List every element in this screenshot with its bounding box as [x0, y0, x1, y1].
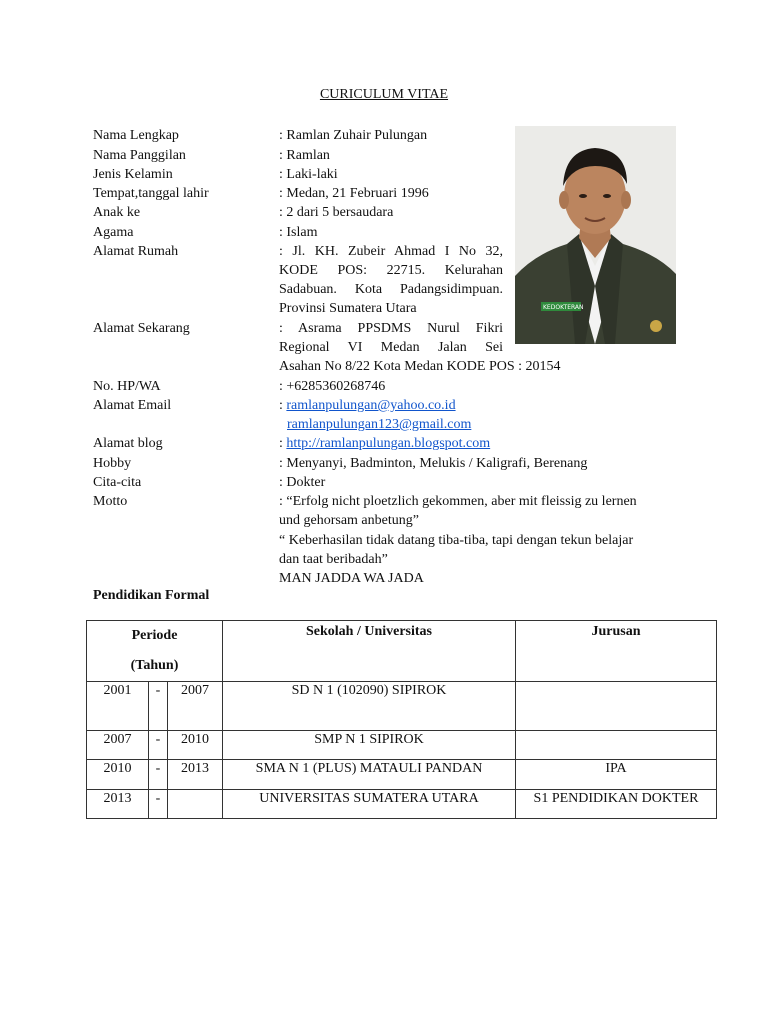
motto-line: “ Keberhasilan tidak datang tiba-tiba, tapi dengan tekun belajar: [279, 533, 634, 548]
table-row: [87, 731, 717, 760]
value-anak-ke: : 2 dari 5 bersaudara: [279, 205, 394, 220]
row-end-year: 2007: [168, 682, 223, 731]
label-anak-ke: Anak ke: [93, 205, 141, 220]
alamat-rumah-line: KODE POS: 22715. Kelurahan: [279, 263, 503, 278]
label-nama-lengkap: Nama Lengkap: [93, 128, 179, 143]
row-end-year: 2010: [168, 731, 223, 760]
row-start-year: 2013: [87, 790, 149, 819]
blog-prefix: :: [279, 436, 287, 451]
blog-link[interactable]: http://ramlanpulungan.blogspot.com: [286, 436, 491, 451]
alamat-rumah-line: Provinsi Sumatera Utara: [279, 301, 417, 316]
row-dash: -: [149, 731, 168, 760]
alamat-rumah-line: Sadabuan. Kota Padangsidimpuan.: [279, 282, 503, 297]
header-sekolah: Sekolah / Universitas: [223, 621, 516, 682]
motto-line: und gehorsam anbetung”: [279, 513, 419, 528]
row-dash: -: [149, 760, 168, 790]
row-end-year: 2013: [168, 760, 223, 790]
label-nama-panggilan: Nama Panggilan: [93, 148, 186, 163]
row-major: IPA: [516, 760, 717, 790]
value-ttl: : Medan, 21 Februari 1996: [279, 186, 429, 201]
value-alamat-rumah: [279, 242, 503, 318]
table-header-row: [87, 621, 717, 682]
motto-line: : “Erfolg nicht ploetzlich gekommen, aber mit fleissig zu lernen: [279, 494, 637, 509]
value-email: [279, 396, 456, 415]
label-alamat-sekarang: Alamat Sekarang: [93, 321, 190, 336]
person-portrait-icon: [515, 126, 676, 344]
value-hp: : +6285360268746: [279, 379, 386, 394]
label-ttl: Tempat,tanggal lahir: [93, 186, 209, 201]
value-cita-cita: : Dokter: [279, 475, 326, 490]
table-row: [87, 682, 717, 731]
label-agama: Agama: [93, 225, 134, 240]
profile-photo: [515, 126, 676, 344]
label-email: Alamat Email: [93, 398, 172, 413]
label-jenis-kelamin: Jenis Kelamin: [93, 167, 173, 182]
alamat-sekarang-line: Regional VI Medan Jalan Sei: [279, 340, 503, 355]
value-jenis-kelamin: : Laki-laki: [279, 167, 338, 182]
value-hobby: : Menyanyi, Badminton, Melukis / Kaligrafi, Berenang: [279, 456, 588, 471]
row-school: SD N 1 (102090) SIPIROK: [223, 682, 516, 731]
value-agama: : Islam: [279, 225, 318, 240]
label-hp: No. HP/WA: [93, 379, 161, 394]
row-major: [516, 682, 717, 731]
row-end-year: [168, 790, 223, 819]
table-row: [87, 790, 717, 819]
row-start-year: 2010: [87, 760, 149, 790]
value-email-2: [287, 415, 471, 434]
alamat-sekarang-line: Asahan No 8/22 Kota Medan KODE POS : 20154: [279, 359, 561, 374]
label-motto: Motto: [93, 494, 128, 509]
label-blog: Alamat blog: [93, 436, 163, 451]
education-table: [86, 620, 717, 819]
email-prefix: :: [279, 398, 287, 413]
alamat-sekarang-line: : Asrama PPSDMS Nurul Fikri: [279, 321, 503, 336]
header-periode: Periode (Tahun): [87, 621, 223, 682]
motto-line: MAN JADDA WA JADA: [279, 571, 424, 586]
row-dash: -: [149, 682, 168, 731]
row-school: UNIVERSITAS SUMATERA UTARA: [223, 790, 516, 819]
email-link-gmail[interactable]: ramlanpulungan123@gmail.com: [287, 417, 472, 432]
alamat-rumah-line: : Jl. KH. Zubeir Ahmad I No 32,: [279, 244, 503, 259]
row-start-year: 2007: [87, 731, 149, 760]
section-title-pendidikan: Pendidikan Formal: [93, 588, 210, 603]
row-major: [516, 731, 717, 760]
value-alamat-sekarang: [279, 319, 503, 357]
page-title: CURICULUM VITAE: [319, 87, 449, 102]
value-nama-lengkap: : Ramlan Zuhair Pulungan: [279, 128, 428, 143]
header-jurusan: Jurusan: [516, 621, 717, 682]
row-school: SMA N 1 (PLUS) MATAULI PANDAN: [223, 760, 516, 790]
motto-line: dan taat beribadah”: [279, 552, 388, 567]
table-row: [87, 760, 717, 790]
row-major: S1 PENDIDIKAN DOKTER: [516, 790, 717, 819]
row-dash: -: [149, 790, 168, 819]
label-cita-cita: Cita-cita: [93, 475, 142, 490]
row-school: SMP N 1 SIPIROK: [223, 731, 516, 760]
value-blog: [279, 434, 490, 453]
email-link-yahoo[interactable]: ramlanpulungan@yahoo.co.id: [286, 398, 456, 413]
label-hobby: Hobby: [93, 456, 132, 471]
row-start-year: 2001: [87, 682, 149, 731]
svg-text:KEDOKTERAN: KEDOKTERAN: [543, 304, 584, 311]
value-nama-panggilan: : Ramlan: [279, 148, 330, 163]
label-alamat-rumah: Alamat Rumah: [93, 244, 179, 259]
